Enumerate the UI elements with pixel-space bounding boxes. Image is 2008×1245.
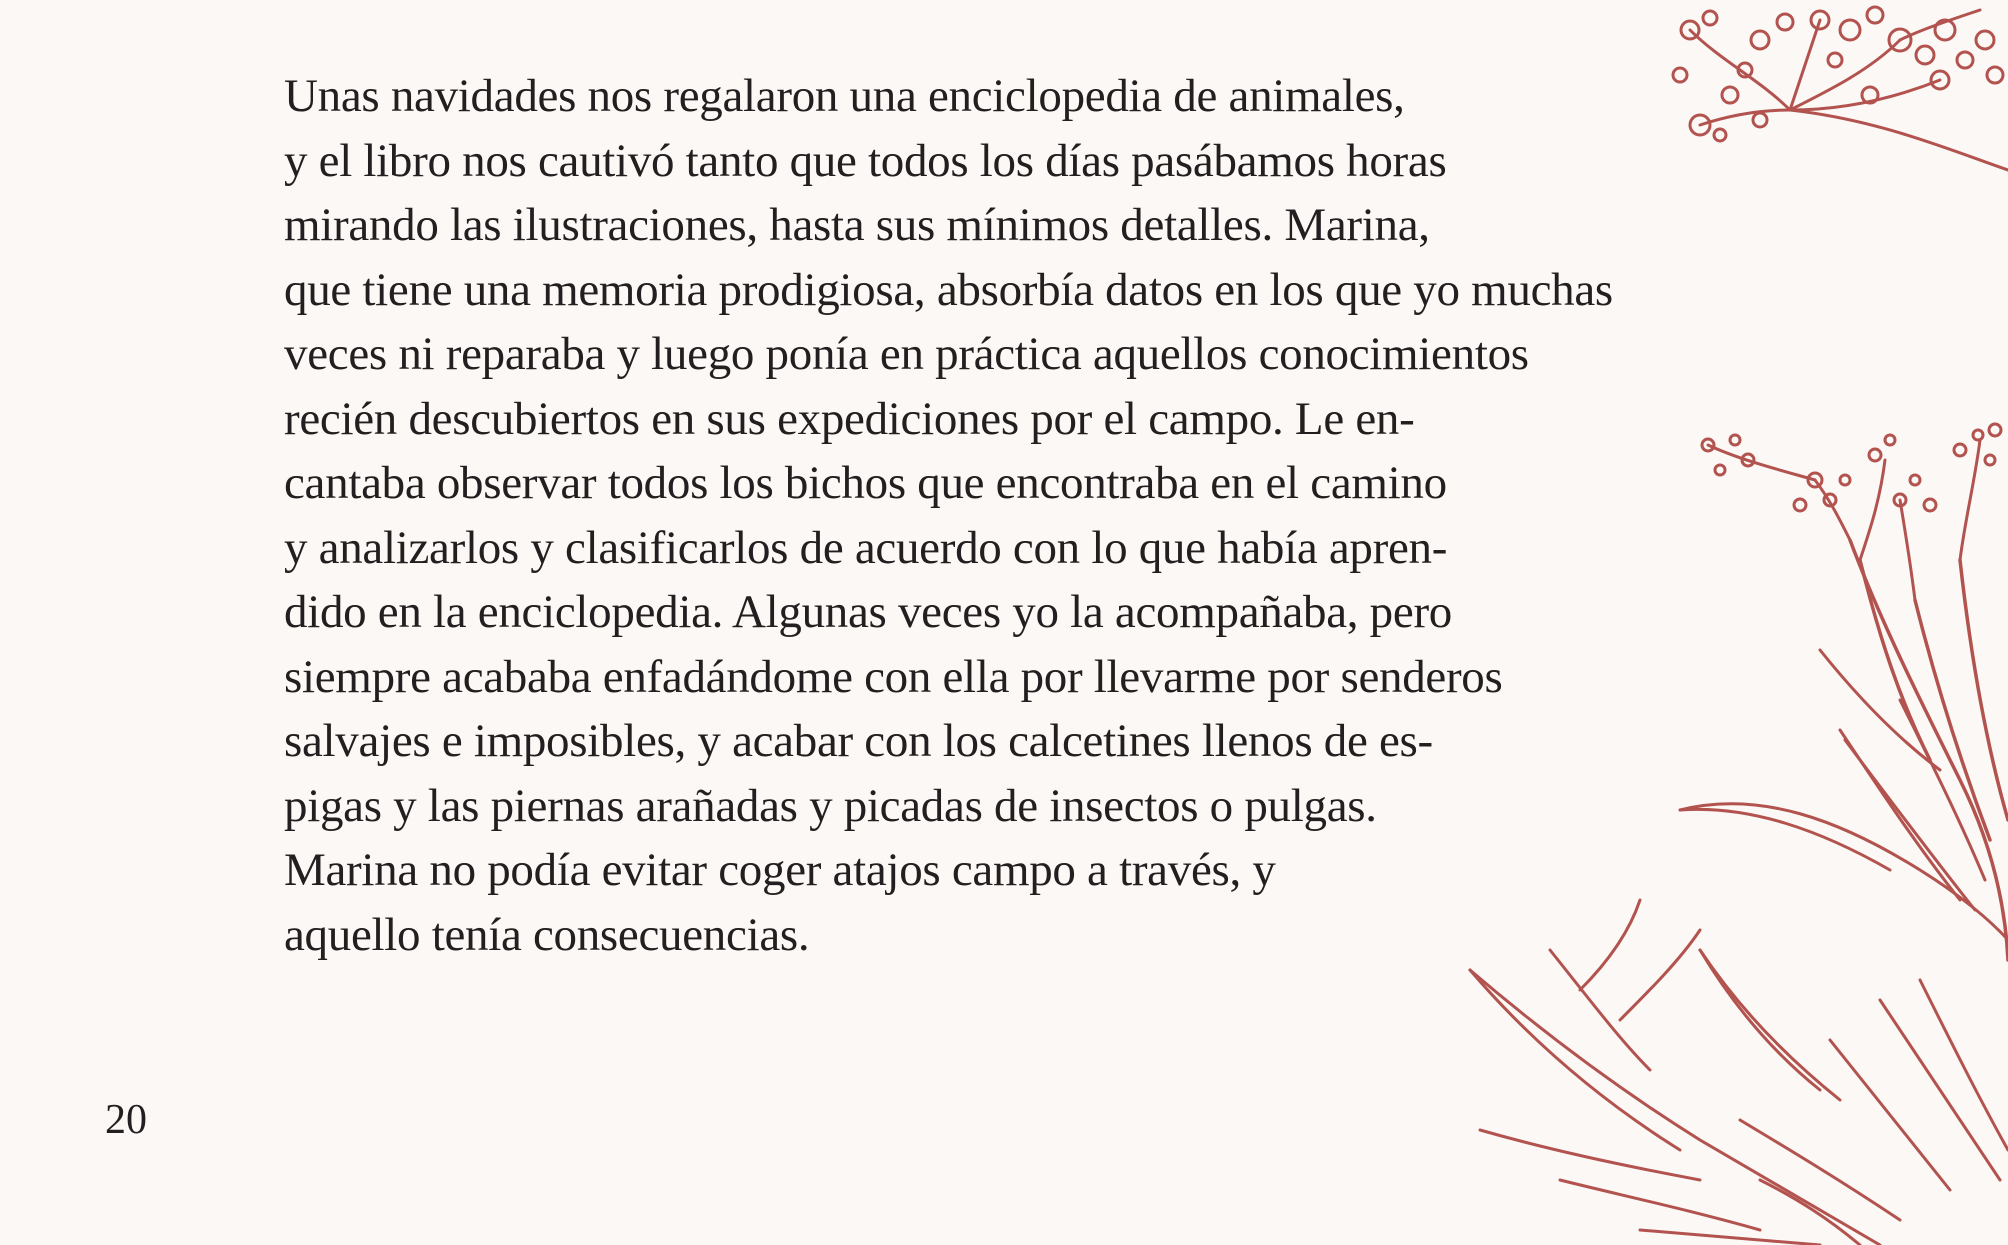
text-line: aquello tenía consecuencias. (284, 908, 810, 961)
text-line: cantaba observar todos los bichos que encontraba en el camino (284, 457, 1447, 509)
text-line: salvajes e imposibles, y acabar con los calcetines llenos de es- (284, 715, 1433, 767)
text-line: veces ni reparaba y luego ponía en práctica aquellos conocimientos (284, 328, 1529, 380)
top-flower-cluster (1673, 7, 2008, 170)
page-number: 20 (105, 1097, 147, 1143)
text-line: recién descubiertos en sus expediciones por el campo. Le en- (284, 392, 1415, 445)
text-line: mirando las ilustraciones, hasta sus mínimos detalles. Marina, (284, 199, 1430, 251)
text-line: dido en la enciclopedia. Algunas veces yo la acompañaba, pero (284, 586, 1452, 638)
text-line: y el libro nos cautivó tanto que todos los días pasábamos horas (284, 134, 1447, 187)
plant-stems (1850, 540, 2008, 960)
middle-umbel-flowers (1702, 424, 2001, 600)
plant-leaves (1470, 650, 2008, 1245)
text-line: Marina no podía evitar coger atajos campo a través, y (284, 844, 1276, 896)
text-line: siempre acababa enfadándome con ella por llevarme por senderos (284, 650, 1503, 703)
botanical-flower-illustration-icon (1408, 0, 2008, 1245)
text-line: Unas navidades nos regalaron una enciclopedia de animales, (284, 70, 1405, 122)
text-line: y analizarlos y clasificarlos de acuerdo con lo que había apren- (284, 521, 1448, 574)
text-line: que tiene una memoria prodigiosa, absorbía datos en los que yo muchas (284, 263, 1613, 316)
text-line: pigas y las piernas arañadas y picadas de insectos o pulgas. (284, 779, 1377, 832)
